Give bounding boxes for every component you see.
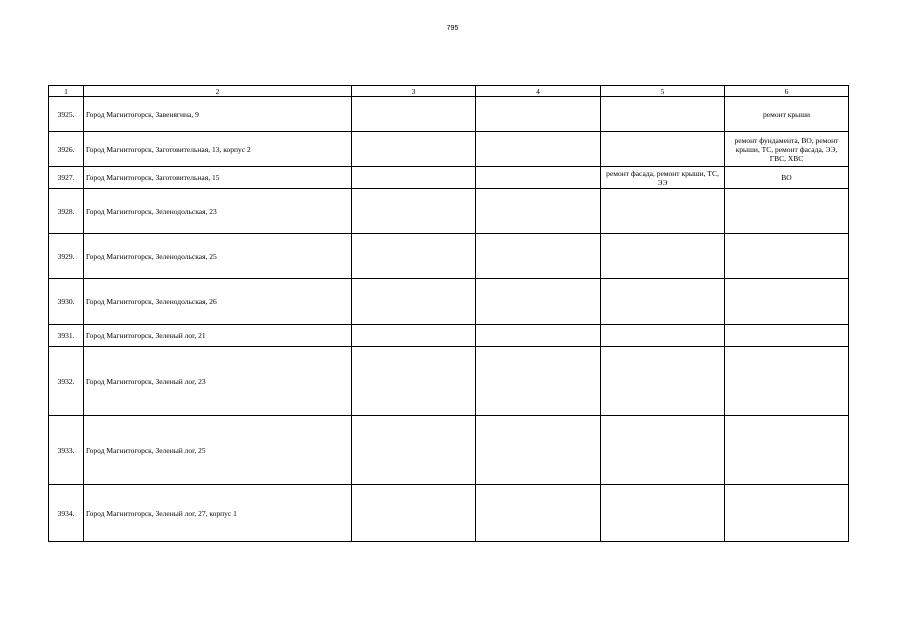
cell-col4 — [476, 189, 601, 234]
table-row — [49, 325, 849, 347]
address-cell: Город Магнитогорск, Зеленый лог, 27, корпус 1 — [84, 485, 352, 542]
row-number: 3925. — [49, 97, 84, 132]
row-number: 3934. — [49, 485, 84, 542]
address-cell: Город Магнитогорск, Зеленый лог, 21 — [84, 325, 352, 347]
row-number: 3930. — [49, 279, 84, 325]
cell-col5 — [601, 347, 725, 416]
cell-col6 — [725, 279, 849, 325]
table-row — [49, 97, 849, 132]
cell-col3 — [352, 279, 476, 325]
address-cell: Город Магнитогорск, Заготовительная, 13, корпус 2 — [84, 132, 352, 167]
address-cell: Город Магнитогорск, Зеленодольская, 23 — [84, 189, 352, 234]
cell-col6: ремонт фундамента, ВО, ремонт крыши, ТС, ремонт фасада, ЭЭ, ГВС, ХВС — [725, 132, 849, 167]
page-number: 795 — [446, 25, 459, 32]
column-header-4: 4 — [476, 86, 601, 97]
cell-col4 — [476, 167, 601, 189]
row-number: 3931. — [49, 325, 84, 347]
table-row — [49, 347, 849, 416]
cell-col6 — [725, 325, 849, 347]
cell-col5 — [601, 325, 725, 347]
row-number: 3927. — [49, 167, 84, 189]
table-row — [49, 485, 849, 542]
table-row — [49, 279, 849, 325]
cell-col5 — [601, 132, 725, 167]
column-header-5: 5 — [601, 86, 725, 97]
table-row — [49, 416, 849, 485]
cell-col6: ремонт крыши — [725, 97, 849, 132]
cell-col5: ремонт фасада, ремонт крыши, ТС, ЭЭ — [601, 167, 725, 189]
cell-col5 — [601, 279, 725, 325]
column-header-6: 6 — [725, 86, 849, 97]
cell-col6 — [725, 347, 849, 416]
cell-col3 — [352, 325, 476, 347]
cell-col3 — [352, 347, 476, 416]
cell-col3 — [352, 132, 476, 167]
cell-col3 — [352, 97, 476, 132]
cell-col5 — [601, 485, 725, 542]
cell-col5 — [601, 97, 725, 132]
row-number: 3926. — [49, 132, 84, 167]
cell-col6 — [725, 416, 849, 485]
row-number: 3932. — [49, 347, 84, 416]
column-header-1: 1 — [49, 86, 84, 97]
cell-col3 — [352, 189, 476, 234]
address-cell: Город Магнитогорск, Зеленодольская, 25 — [84, 234, 352, 279]
cell-col6 — [725, 234, 849, 279]
cell-col6 — [725, 189, 849, 234]
column-header-3: 3 — [352, 86, 476, 97]
column-header-2: 2 — [84, 86, 352, 97]
cell-col5 — [601, 416, 725, 485]
row-number: 3933. — [49, 416, 84, 485]
address-cell: Город Магнитогорск, Зеленодольская, 26 — [84, 279, 352, 325]
table-row — [49, 167, 849, 189]
address-cell: Город Магнитогорск, Заготовительная, 15 — [84, 167, 352, 189]
cell-col3 — [352, 485, 476, 542]
cell-col4 — [476, 325, 601, 347]
cell-col3 — [352, 416, 476, 485]
address-cell: Город Магнитогорск, Завенягина, 9 — [84, 97, 352, 132]
table-row — [49, 132, 849, 167]
row-number: 3928. — [49, 189, 84, 234]
cell-col3 — [352, 234, 476, 279]
cell-col4 — [476, 234, 601, 279]
register-table — [48, 85, 849, 542]
cell-col5 — [601, 189, 725, 234]
address-cell: Город Магнитогорск, Зеленый лог, 25 — [84, 416, 352, 485]
cell-col4 — [476, 347, 601, 416]
table-row — [49, 189, 849, 234]
cell-col4 — [476, 416, 601, 485]
table-row — [49, 234, 849, 279]
cell-col6: ВО — [725, 167, 849, 189]
cell-col4 — [476, 485, 601, 542]
cell-col4 — [476, 97, 601, 132]
cell-col6 — [725, 485, 849, 542]
cell-col4 — [476, 132, 601, 167]
cell-col4 — [476, 279, 601, 325]
address-cell: Город Магнитогорск, Зеленый лог, 23 — [84, 347, 352, 416]
cell-col5 — [601, 234, 725, 279]
header-row — [49, 86, 849, 97]
row-number: 3929. — [49, 234, 84, 279]
cell-col3 — [352, 167, 476, 189]
